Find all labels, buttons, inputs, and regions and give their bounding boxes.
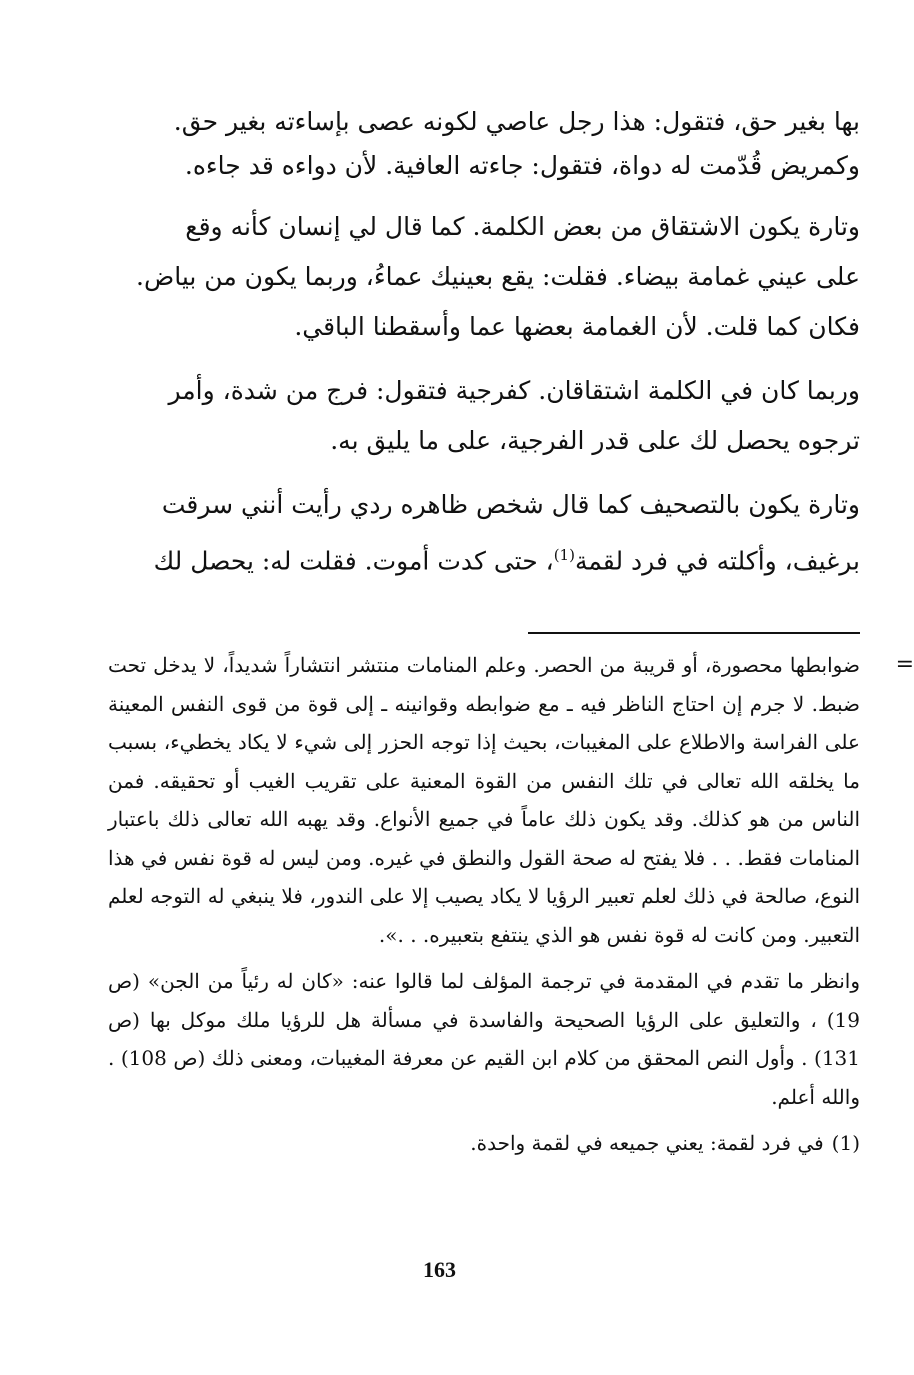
- footnote-number: (1): [831, 1131, 860, 1155]
- page-number: 163: [423, 1257, 456, 1282]
- text-line: ترجوه يحصل لك على قدر الفرجية، على ما يليق به.: [330, 426, 860, 455]
- text-line: بها بغير حق، فتقول: هذا رجل عاصي لكونه عصى بإساءته بغير حق.: [173, 107, 860, 136]
- paragraph-2: [108, 202, 860, 352]
- text-line: وكمريض قُدّمت له دواة، فتقول: جاءته العافية. لأن دواءه قد جاءه.: [184, 151, 860, 180]
- footnote-reference: (1): [553, 546, 575, 564]
- footnote-text: وانظر ما تقدم في المقدمة في ترجمة المؤلف لما قالوا عنه: «كان له رئياً من الجن» (ص 19) ، والتعليق على الرؤيا الصحيحة والفاسدة في مسألة هل للرؤيا ملك موكل بها (ص 131) . وأول النص المحقق من كلام ابن القيم عن معرفة المغيبات، ومعنى ذلك (ص 108) . والله أعلم.: [108, 969, 860, 1109]
- text-line: وربما كان في الكلمة اشتقاقان. كفرجية فتقول: فرج من شدة، وأمر: [168, 376, 860, 405]
- footnote-text: ضوابطها محصورة، أو قريبة من الحصر. وعلم المنامات منتشر انتشاراً شديداً، لا يدخل تحت ضبط. لا جرم إن احتاج الناظر فيه ـ مع ضوابطه وقوانينه ـ إلى قوة من قوى النفس المعينة على الفراسة والاطلاع على المغيبات، بحيث إذا توجه الحزر إلى شيء لا يكاد يخطيء، بسبب ما يخلقه الله تعالى في تلك النفس من القوة المعنية على تقريب الغيب أو تحقيقه. فمن الناس من هو كذلك. وقد يكون ذلك عاماً في جميع الأنواع. وقد يهبه الله تعالى ذلك باعتبار المنامات فقط. . . فلا يفتح له صحة القول والنطق في غيره. ومن ليس له قوة نفس في هذا النوع، صالحة في ذلك لعلم تعبير الرؤيا لا يكاد يصيب إلا على الندور، فلا ينبغي له التوجه لعلم التعبير. ومن كانت له قوة نفس هو الذي ينتفع بتعبيره. . .».: [108, 653, 861, 947]
- text-line: فكان كما قلت. لأن الغمامة بعضها عما وأسقطنا الباقي.: [294, 312, 860, 341]
- paragraph-4: [108, 480, 860, 586]
- paragraph-3: [108, 366, 860, 466]
- main-text: [108, 100, 860, 600]
- continuation-mark: =: [895, 652, 914, 677]
- text-span: ، حتى كدت أموت. فقلت له: يحصل لك: [153, 546, 554, 576]
- text-line: وتارة يكون بالتصحيف كما قال شخص ظاهره ردي رأيت أنني سرقت: [161, 490, 860, 519]
- paragraph-1: [108, 100, 860, 188]
- footnote-continued: [108, 646, 914, 954]
- text-line: [108, 530, 860, 586]
- footnote-text: في فرد لقمة: يعني جميعه في لقمة واحدة.: [470, 1131, 824, 1155]
- text-span: برغيف، وأكلته في فرد لقمة: [574, 546, 860, 576]
- footnote-1: [108, 1124, 860, 1163]
- text-line: على عيني غمامة بيضاء. فقلت: يقع بعينيك عماءُ، وربما يكون من بياض.: [136, 262, 860, 291]
- footnote-note: [108, 962, 860, 1116]
- text-line: وتارة يكون الاشتقاق من بعض الكلمة. كما قال لي إنسان كأنه وقع: [185, 212, 860, 241]
- footnote-separator: [528, 632, 860, 634]
- footnotes: [108, 646, 914, 1163]
